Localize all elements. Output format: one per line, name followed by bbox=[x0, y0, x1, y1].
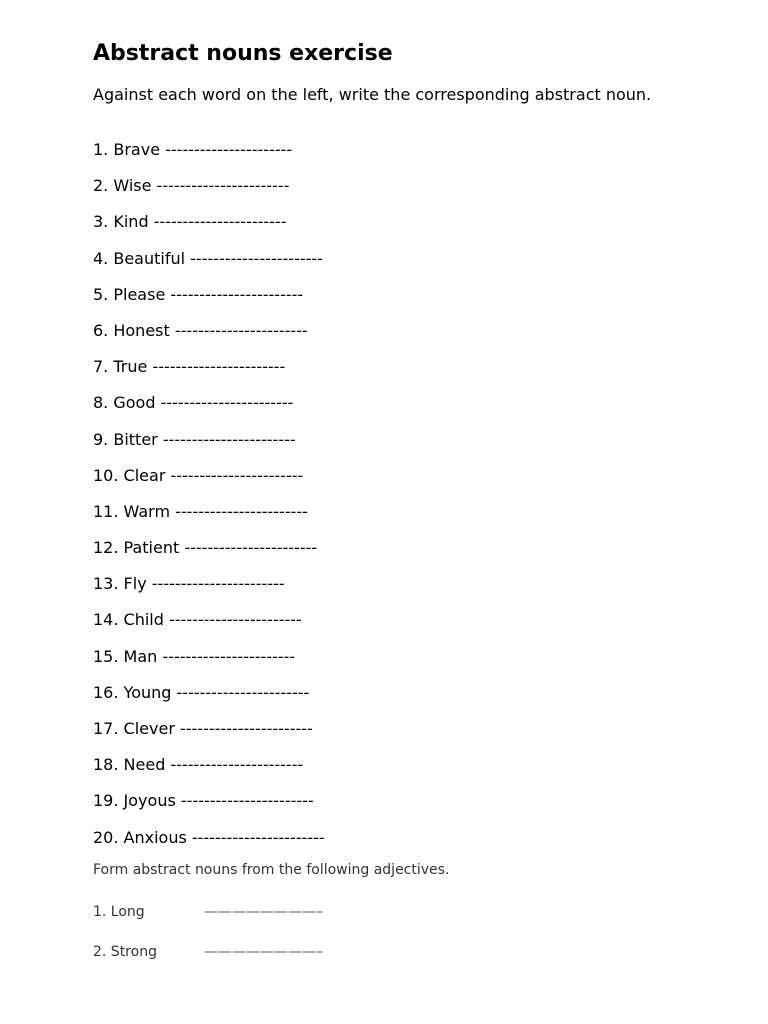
item-number: 19. bbox=[93, 791, 119, 811]
item-word: Good bbox=[113, 393, 156, 413]
answer-blank: ----------------------- bbox=[180, 791, 314, 811]
item-word: Young bbox=[123, 682, 172, 702]
item-word: Clever bbox=[123, 719, 175, 738]
item-number: 1. bbox=[93, 140, 109, 159]
exercise-item bbox=[93, 249, 325, 285]
item-word: Joyous bbox=[123, 791, 176, 811]
item-word: Fly bbox=[123, 574, 147, 594]
section2-item-label: 1. Long bbox=[93, 904, 145, 920]
section2-item-strong bbox=[93, 944, 323, 960]
item-word: Please bbox=[113, 284, 166, 304]
exercise-item bbox=[93, 647, 325, 683]
answer-blank: ----------------------- bbox=[191, 827, 325, 847]
answer-blank: ----------------------- bbox=[160, 393, 294, 413]
item-word: Need bbox=[123, 755, 166, 775]
item-word: Kind bbox=[113, 212, 149, 232]
exercise-item bbox=[93, 285, 325, 321]
item-word: Child bbox=[123, 610, 164, 630]
answer-blank: ----------------------- bbox=[180, 719, 313, 738]
exercise-item bbox=[93, 357, 325, 393]
exercise-item bbox=[93, 791, 325, 827]
exercise-item bbox=[93, 610, 325, 646]
exercise-item bbox=[93, 393, 325, 429]
item-word: Wise bbox=[113, 176, 152, 196]
item-word: Honest bbox=[113, 320, 170, 340]
answer-line: ————————– bbox=[204, 944, 323, 960]
instructions: Against each word on the left, write the corresponding abstract noun. bbox=[93, 85, 652, 104]
answer-blank: ----------------------- bbox=[156, 176, 290, 196]
answer-blank: ----------------------- bbox=[169, 610, 302, 630]
answer-blank: ----------------------- bbox=[176, 682, 310, 702]
item-word: Anxious bbox=[123, 827, 187, 847]
exercise-item bbox=[93, 538, 325, 574]
item-word: Warm bbox=[123, 501, 171, 521]
item-number: 12. bbox=[93, 538, 119, 558]
item-number: 15. bbox=[93, 646, 119, 666]
answer-blank: ----------------------- bbox=[151, 574, 285, 594]
item-number: 2. bbox=[93, 176, 109, 196]
answer-blank: ----------------------- bbox=[190, 248, 323, 268]
item-number: 6. bbox=[93, 320, 109, 340]
exercise-item bbox=[93, 683, 325, 719]
item-number: 17. bbox=[93, 719, 119, 738]
answer-blank: ----------------------- bbox=[162, 429, 296, 449]
page-title: Abstract nouns exercise bbox=[93, 41, 393, 66]
exercise-item bbox=[93, 430, 325, 466]
answer-blank: ----------------------- bbox=[170, 284, 304, 304]
item-number: 9. bbox=[93, 429, 109, 449]
item-number: 14. bbox=[93, 610, 119, 630]
exercise-item bbox=[93, 755, 325, 791]
answer-blank: ----------------------- bbox=[174, 320, 308, 340]
answer-blank: ----------------------- bbox=[152, 357, 286, 377]
exercise-item bbox=[93, 140, 325, 176]
item-number: 18. bbox=[93, 755, 119, 775]
answer-blank: ----------------------- bbox=[170, 465, 304, 485]
item-number: 11. bbox=[93, 501, 119, 521]
item-number: 16. bbox=[93, 682, 119, 702]
item-number: 5. bbox=[93, 284, 109, 304]
item-number: 4. bbox=[93, 248, 109, 268]
exercise-item bbox=[93, 574, 325, 610]
answer-blank: ---------------------- bbox=[165, 140, 293, 159]
item-number: 8. bbox=[93, 393, 109, 413]
answer-blank: ----------------------- bbox=[184, 538, 318, 558]
item-word: Man bbox=[123, 646, 158, 666]
section2-item-long bbox=[93, 904, 323, 920]
exercise-item bbox=[93, 321, 325, 357]
section2-heading: Form abstract nouns from the following adjectives. bbox=[93, 862, 450, 878]
item-word: Patient bbox=[123, 538, 180, 558]
item-word: Clear bbox=[123, 465, 166, 485]
answer-blank: ----------------------- bbox=[153, 212, 287, 232]
exercise-item bbox=[93, 828, 325, 864]
item-word: Bitter bbox=[113, 429, 158, 449]
item-number: 20. bbox=[93, 827, 119, 847]
item-number: 13. bbox=[93, 574, 119, 594]
item-word: True bbox=[113, 357, 148, 377]
exercise-item bbox=[93, 466, 325, 502]
item-number: 10. bbox=[93, 465, 119, 485]
item-number: 3. bbox=[93, 212, 109, 232]
exercise-item bbox=[93, 719, 325, 755]
answer-blank: ----------------------- bbox=[170, 755, 304, 775]
item-word: Beautiful bbox=[113, 248, 186, 268]
exercise-item bbox=[93, 176, 325, 212]
item-word: Brave bbox=[113, 140, 161, 159]
exercise-item bbox=[93, 502, 325, 538]
answer-blank: ----------------------- bbox=[175, 501, 308, 521]
exercise-item bbox=[93, 212, 325, 248]
section2-item-label: 2. Strong bbox=[93, 944, 157, 960]
exercise-list bbox=[93, 140, 325, 864]
answer-blank: ----------------------- bbox=[162, 646, 296, 666]
item-number: 7. bbox=[93, 357, 109, 377]
answer-line: ————————– bbox=[204, 904, 323, 920]
